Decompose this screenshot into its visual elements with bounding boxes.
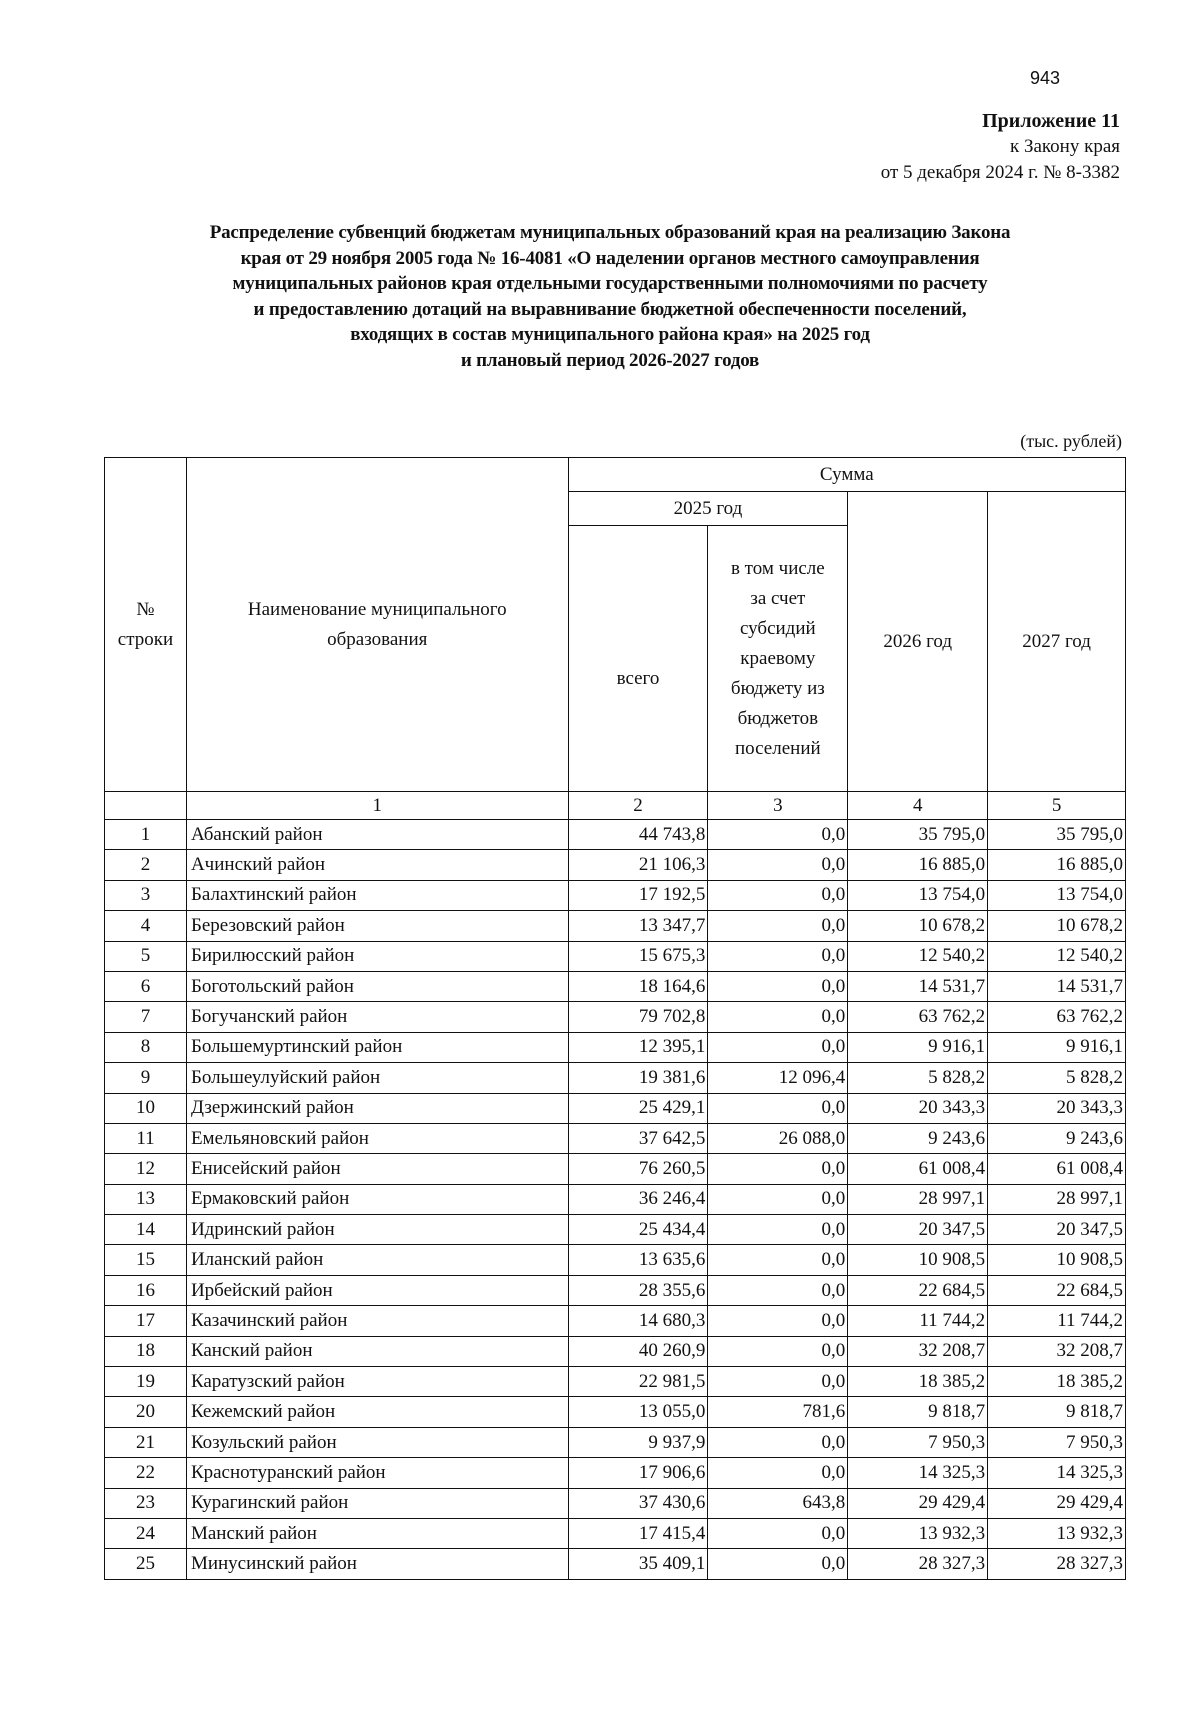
title-line: и предоставлению дотаций на выравнивание бюджетной обеспеченности поселений, — [253, 298, 967, 320]
row-number-cell: 6 — [105, 971, 187, 1001]
incl-subsidies-2025-cell: 0,0 — [708, 941, 848, 971]
total-2025-cell: 13 055,0 — [568, 1397, 708, 1427]
municipality-name-cell: Краснотуранский район — [186, 1458, 568, 1488]
incl-subsidies-2025-cell: 0,0 — [708, 1093, 848, 1123]
municipality-name-cell: Ирбейский район — [186, 1275, 568, 1305]
amount-2026-cell: 14 325,3 — [848, 1458, 988, 1488]
title-line: края от 29 ноября 2005 года № 16-4081 «О наделении органов местного самоуправления — [240, 247, 980, 269]
table-row — [105, 820, 1126, 850]
total-2025-cell: 18 164,6 — [568, 971, 708, 1001]
appendix-law-date: от 5 декабря 2024 г. № 8-3382 — [880, 162, 1120, 183]
municipality-name-cell: Дзержинский район — [186, 1093, 568, 1123]
incl-subsidies-2025-cell: 643,8 — [708, 1488, 848, 1518]
municipality-name-cell: Каратузский район — [186, 1367, 568, 1397]
total-2025-cell: 12 395,1 — [568, 1032, 708, 1062]
amount-2027-cell: 9 818,7 — [988, 1397, 1126, 1427]
row-number-cell: 25 — [105, 1549, 187, 1579]
total-2025-cell: 15 675,3 — [568, 941, 708, 971]
header-row-number: № строки — [105, 458, 187, 792]
municipality-name-cell: Курагинский район — [186, 1488, 568, 1518]
total-2025-cell: 25 429,1 — [568, 1093, 708, 1123]
amount-2027-cell: 14 531,7 — [988, 971, 1126, 1001]
header-total-2025: всего — [568, 526, 708, 792]
amount-2026-cell: 14 531,7 — [848, 971, 988, 1001]
row-number-cell: 16 — [105, 1275, 187, 1305]
amount-2026-cell: 29 429,4 — [848, 1488, 988, 1518]
amount-2027-cell: 11 744,2 — [988, 1306, 1126, 1336]
row-number-cell: 17 — [105, 1306, 187, 1336]
incl-subsidies-2025-cell: 0,0 — [708, 1245, 848, 1275]
row-number-cell: 21 — [105, 1427, 187, 1457]
amount-2026-cell: 9 916,1 — [848, 1032, 988, 1062]
row-number-cell: 23 — [105, 1488, 187, 1518]
table-row — [105, 850, 1126, 880]
row-number-cell: 8 — [105, 1032, 187, 1062]
amount-2026-cell: 35 795,0 — [848, 820, 988, 850]
amount-2027-cell: 35 795,0 — [988, 820, 1126, 850]
col-num-1: 1 — [186, 792, 568, 820]
amount-2026-cell: 10 678,2 — [848, 911, 988, 941]
municipality-name-cell: Абанский район — [186, 820, 568, 850]
page-number: 943 — [1030, 68, 1061, 88]
amount-2027-cell: 13 754,0 — [988, 880, 1126, 910]
row-number-cell: 12 — [105, 1154, 187, 1184]
col-num-3: 3 — [708, 792, 848, 820]
table-row — [105, 1245, 1126, 1275]
amount-2026-cell: 12 540,2 — [848, 941, 988, 971]
table-row — [105, 1093, 1126, 1123]
municipality-name-cell: Козульский район — [186, 1427, 568, 1457]
amount-2026-cell: 10 908,5 — [848, 1245, 988, 1275]
municipality-name-cell: Ермаковский район — [186, 1184, 568, 1214]
amount-2026-cell: 28 997,1 — [848, 1184, 988, 1214]
municipality-name-cell: Бирилюсский район — [186, 941, 568, 971]
amount-2026-cell: 13 754,0 — [848, 880, 988, 910]
title-line: муниципальных районов края отдельными государственными полномочиями по расчету — [232, 273, 988, 294]
row-number-cell: 20 — [105, 1397, 187, 1427]
amount-2026-cell: 61 008,4 — [848, 1154, 988, 1184]
table-row — [105, 1154, 1126, 1184]
appendix-title: Приложение 11 — [982, 110, 1120, 132]
amount-2027-cell: 28 327,3 — [988, 1549, 1126, 1579]
table-row — [105, 1032, 1126, 1062]
incl-subsidies-2025-cell: 0,0 — [708, 1427, 848, 1457]
amount-2026-cell: 63 762,2 — [848, 1002, 988, 1032]
table-row — [105, 1336, 1126, 1366]
incl-subsidies-2025-cell: 0,0 — [708, 1154, 848, 1184]
incl-subsidies-2025-cell: 0,0 — [708, 850, 848, 880]
incl-subsidies-2025-cell: 12 096,4 — [708, 1063, 848, 1093]
total-2025-cell: 44 743,8 — [568, 820, 708, 850]
amount-2027-cell: 9 243,6 — [988, 1123, 1126, 1153]
row-number-cell: 18 — [105, 1336, 187, 1366]
table-row — [105, 1488, 1126, 1518]
amount-2026-cell: 22 684,5 — [848, 1275, 988, 1305]
total-2025-cell: 17 906,6 — [568, 1458, 708, 1488]
table-row — [105, 1002, 1126, 1032]
row-number-cell: 2 — [105, 850, 187, 880]
row-number-cell: 4 — [105, 911, 187, 941]
amount-2026-cell: 16 885,0 — [848, 850, 988, 880]
amount-2027-cell: 18 385,2 — [988, 1367, 1126, 1397]
table-row — [105, 1063, 1126, 1093]
row-number-cell: 1 — [105, 820, 187, 850]
amount-2027-cell: 9 916,1 — [988, 1032, 1126, 1062]
subventions-table — [104, 457, 1126, 1580]
total-2025-cell: 40 260,9 — [568, 1336, 708, 1366]
amount-2027-cell: 32 208,7 — [988, 1336, 1126, 1366]
total-2025-cell: 17 415,4 — [568, 1518, 708, 1548]
header-sum: Сумма — [568, 458, 1125, 492]
row-number-cell: 22 — [105, 1458, 187, 1488]
amount-2027-cell: 7 950,3 — [988, 1427, 1126, 1457]
amount-2027-cell: 20 347,5 — [988, 1215, 1126, 1245]
table-row — [105, 971, 1126, 1001]
table-row — [105, 1306, 1126, 1336]
row-number-cell: 14 — [105, 1215, 187, 1245]
amount-2027-cell: 20 343,3 — [988, 1093, 1126, 1123]
incl-subsidies-2025-cell: 26 088,0 — [708, 1123, 848, 1153]
table-row — [105, 1518, 1126, 1548]
table-row — [105, 941, 1126, 971]
title-line: Распределение субвенций бюджетам муниципальных образований края на реализацию Закона — [209, 222, 1011, 243]
municipality-name-cell: Кежемский район — [186, 1397, 568, 1427]
municipality-name-cell: Иланский район — [186, 1245, 568, 1275]
row-number-cell: 10 — [105, 1093, 187, 1123]
total-2025-cell: 25 434,4 — [568, 1215, 708, 1245]
row-number-cell: 15 — [105, 1245, 187, 1275]
municipality-name-cell: Березовский район — [186, 911, 568, 941]
incl-subsidies-2025-cell: 0,0 — [708, 1184, 848, 1214]
amount-2027-cell: 14 325,3 — [988, 1458, 1126, 1488]
municipality-name-cell: Канский район — [186, 1336, 568, 1366]
amount-2026-cell: 11 744,2 — [848, 1306, 988, 1336]
total-2025-cell: 13 347,7 — [568, 911, 708, 941]
header-municipality-name: Наименование муниципального образования — [186, 458, 568, 792]
amount-2026-cell: 13 932,3 — [848, 1518, 988, 1548]
row-number-cell: 19 — [105, 1367, 187, 1397]
municipality-name-cell: Казачинский район — [186, 1306, 568, 1336]
total-2025-cell: 37 642,5 — [568, 1123, 708, 1153]
total-2025-cell: 36 246,4 — [568, 1184, 708, 1214]
table-row — [105, 911, 1126, 941]
amount-2026-cell: 5 828,2 — [848, 1063, 988, 1093]
appendix-reference — [881, 108, 1120, 186]
table-row — [105, 1427, 1126, 1457]
appendix-law-ref: к Закону края — [1009, 136, 1120, 157]
total-2025-cell: 22 981,5 — [568, 1367, 708, 1397]
incl-subsidies-2025-cell: 0,0 — [708, 911, 848, 941]
municipality-name-cell: Ачинский район — [186, 850, 568, 880]
incl-subsidies-2025-cell: 0,0 — [708, 1275, 848, 1305]
incl-subsidies-2025-cell: 0,0 — [708, 820, 848, 850]
municipality-name-cell: Большемуртинский район — [186, 1032, 568, 1062]
incl-subsidies-2025-cell: 0,0 — [708, 1367, 848, 1397]
col-num-5: 5 — [988, 792, 1126, 820]
amount-2026-cell: 32 208,7 — [848, 1336, 988, 1366]
total-2025-cell: 37 430,6 — [568, 1488, 708, 1518]
header-year-2025: 2025 год — [568, 492, 848, 526]
table-row — [105, 1275, 1126, 1305]
row-number-cell: 3 — [105, 880, 187, 910]
table-row — [105, 1549, 1126, 1579]
total-2025-cell: 14 680,3 — [568, 1306, 708, 1336]
row-number-cell: 7 — [105, 1002, 187, 1032]
row-number-cell: 24 — [105, 1518, 187, 1548]
row-number-cell: 9 — [105, 1063, 187, 1093]
amount-2027-cell: 10 678,2 — [988, 911, 1126, 941]
incl-subsidies-2025-cell: 781,6 — [708, 1397, 848, 1427]
incl-subsidies-2025-cell: 0,0 — [708, 1306, 848, 1336]
amount-2027-cell: 12 540,2 — [988, 941, 1126, 971]
municipality-name-cell: Минусинский район — [186, 1549, 568, 1579]
amount-2026-cell: 28 327,3 — [848, 1549, 988, 1579]
amount-2027-cell: 5 828,2 — [988, 1063, 1126, 1093]
table-row — [105, 880, 1126, 910]
total-2025-cell: 35 409,1 — [568, 1549, 708, 1579]
total-2025-cell: 21 106,3 — [568, 850, 708, 880]
table-row — [105, 1367, 1126, 1397]
amount-2027-cell: 22 684,5 — [988, 1275, 1126, 1305]
incl-subsidies-2025-cell: 0,0 — [708, 1336, 848, 1366]
table-row — [105, 1397, 1126, 1427]
row-number-cell: 13 — [105, 1184, 187, 1214]
total-2025-cell: 19 381,6 — [568, 1063, 708, 1093]
col-num-2: 2 — [568, 792, 708, 820]
header-incl-subsidies: в том числе за счет субсидий краевому бюджету из бюджетов поселений — [708, 526, 848, 792]
amount-2026-cell: 9 243,6 — [848, 1123, 988, 1153]
incl-subsidies-2025-cell: 0,0 — [708, 1032, 848, 1062]
amount-2026-cell: 9 818,7 — [848, 1397, 988, 1427]
municipality-name-cell: Большеулуйский район — [186, 1063, 568, 1093]
total-2025-cell: 17 192,5 — [568, 880, 708, 910]
municipality-name-cell: Манский район — [186, 1518, 568, 1548]
incl-subsidies-2025-cell: 0,0 — [708, 1002, 848, 1032]
municipality-name-cell: Боготольский район — [186, 971, 568, 1001]
row-number-cell: 5 — [105, 941, 187, 971]
municipality-name-cell: Балахтинский район — [186, 880, 568, 910]
incl-subsidies-2025-cell: 0,0 — [708, 971, 848, 1001]
amount-2027-cell: 29 429,4 — [988, 1488, 1126, 1518]
table-row — [105, 1458, 1126, 1488]
total-2025-cell: 9 937,9 — [568, 1427, 708, 1457]
table-row — [105, 1123, 1126, 1153]
table-row — [105, 1184, 1126, 1214]
amount-2026-cell: 18 385,2 — [848, 1367, 988, 1397]
col-num-4: 4 — [848, 792, 988, 820]
total-2025-cell: 28 355,6 — [568, 1275, 708, 1305]
municipality-name-cell: Богучанский район — [186, 1002, 568, 1032]
amount-2027-cell: 63 762,2 — [988, 1002, 1126, 1032]
header-year-2027: 2027 год — [988, 492, 1126, 792]
document-title — [110, 220, 1110, 373]
incl-subsidies-2025-cell: 0,0 — [708, 1549, 848, 1579]
units-label: (тыс. рублей) — [1020, 431, 1122, 451]
total-2025-cell: 76 260,5 — [568, 1154, 708, 1184]
amount-2026-cell: 7 950,3 — [848, 1427, 988, 1457]
column-number-row — [105, 792, 1126, 820]
amount-2027-cell: 61 008,4 — [988, 1154, 1126, 1184]
title-line: входящих в состав муниципального района края» на 2025 год — [350, 324, 870, 345]
amount-2026-cell: 20 347,5 — [848, 1215, 988, 1245]
municipality-name-cell: Идринский район — [186, 1215, 568, 1245]
amount-2027-cell: 13 932,3 — [988, 1518, 1126, 1548]
title-line: и плановый период 2026-2027 годов — [460, 349, 760, 371]
amount-2026-cell: 20 343,3 — [848, 1093, 988, 1123]
incl-subsidies-2025-cell: 0,0 — [708, 1215, 848, 1245]
incl-subsidies-2025-cell: 0,0 — [708, 880, 848, 910]
amount-2027-cell: 16 885,0 — [988, 850, 1126, 880]
row-number-cell: 11 — [105, 1123, 187, 1153]
col-num-0 — [105, 792, 187, 820]
total-2025-cell: 13 635,6 — [568, 1245, 708, 1275]
total-2025-cell: 79 702,8 — [568, 1002, 708, 1032]
table-row — [105, 1215, 1126, 1245]
municipality-name-cell: Емельяновский район — [186, 1123, 568, 1153]
amount-2027-cell: 10 908,5 — [988, 1245, 1126, 1275]
municipality-name-cell: Енисейский район — [186, 1154, 568, 1184]
incl-subsidies-2025-cell: 0,0 — [708, 1458, 848, 1488]
table-body — [105, 820, 1126, 1580]
amount-2027-cell: 28 997,1 — [988, 1184, 1126, 1214]
header-year-2026: 2026 год — [848, 492, 988, 792]
incl-subsidies-2025-cell: 0,0 — [708, 1518, 848, 1548]
